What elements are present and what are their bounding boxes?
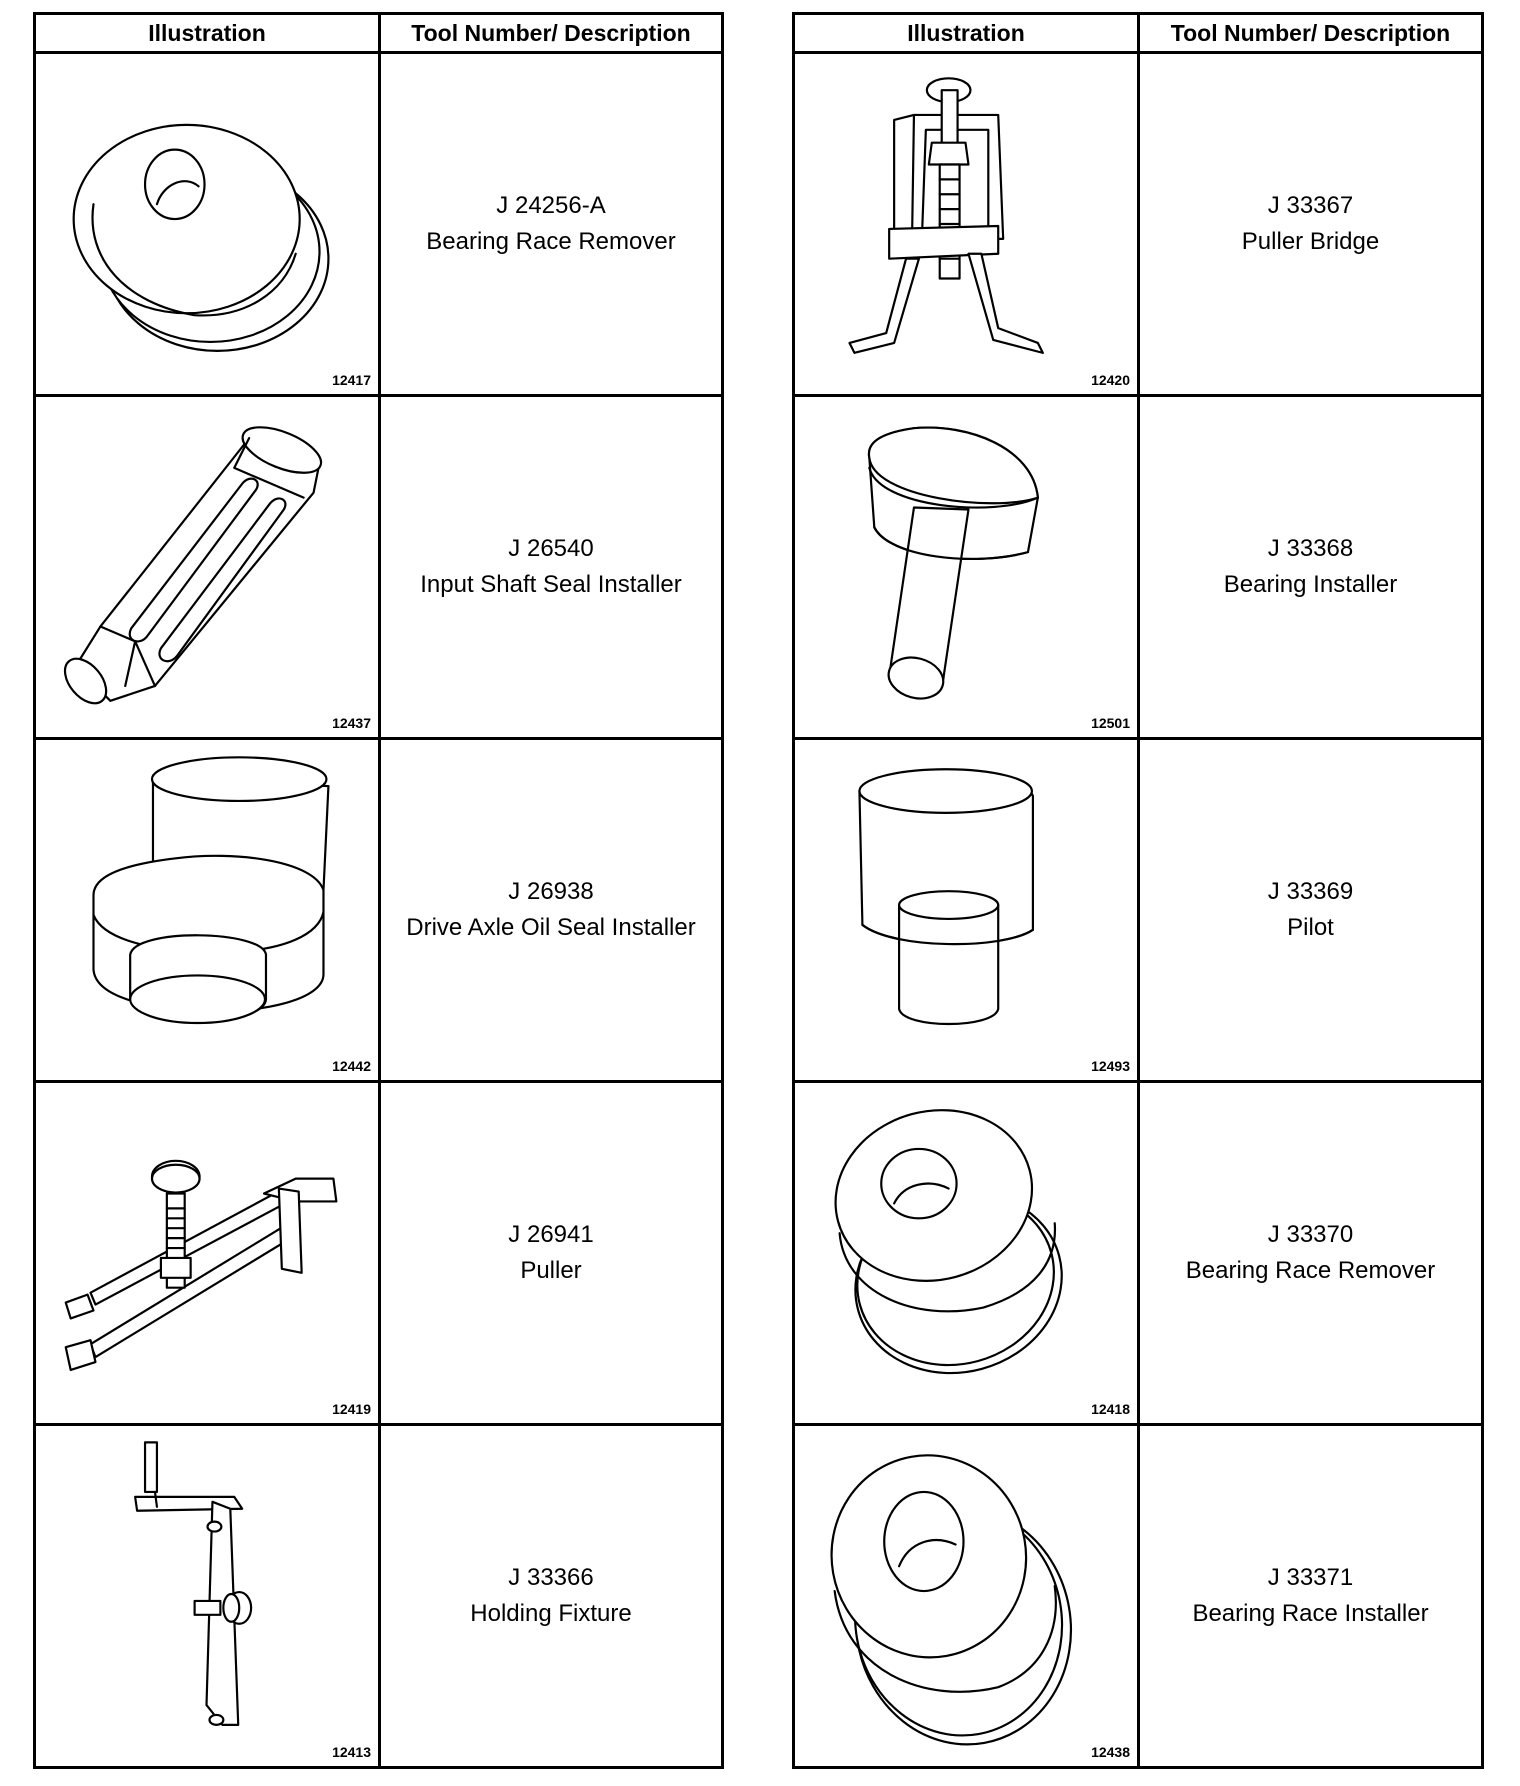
wide-disc-race-remover-icon — [36, 54, 378, 394]
table-row — [794, 1425, 1483, 1768]
figure-number: 12493 — [1091, 1058, 1130, 1074]
illustration-cell — [35, 53, 380, 396]
race-installer-disc-icon — [795, 1426, 1137, 1766]
tool-number: J 33368 — [1267, 535, 1354, 562]
illustration-cell — [35, 739, 380, 1082]
table-row — [35, 739, 723, 1082]
tool-name: Drive Axle Oil Seal Installer — [406, 914, 696, 941]
table-row — [35, 53, 723, 396]
figure-number: 12413 — [332, 1744, 371, 1760]
table-row — [35, 1425, 723, 1768]
illustration-column-header: Illustration — [794, 14, 1139, 53]
tool-column-header: Tool Number/ Description — [1139, 14, 1483, 53]
tool-description-cell — [1139, 1425, 1483, 1768]
tool-name: Bearing Race Remover — [426, 228, 676, 255]
illustration-cell — [794, 739, 1139, 1082]
tool-description-cell — [1139, 739, 1483, 1082]
tool-number: J 33369 — [1267, 878, 1354, 905]
bar-puller-icon — [36, 1083, 378, 1423]
tool-description-cell — [1139, 53, 1483, 396]
tool-name: Holding Fixture — [470, 1600, 632, 1627]
tool-name: Input Shaft Seal Installer — [420, 571, 682, 598]
tool-name: Puller Bridge — [1241, 228, 1380, 255]
tool-number: J 26938 — [508, 878, 594, 905]
figure-number: 12417 — [332, 372, 371, 388]
tool-description-cell — [380, 739, 723, 1082]
tool-number: J 33371 — [1267, 1564, 1354, 1591]
figure-number: 12418 — [1091, 1401, 1130, 1417]
illustration-cell — [35, 1425, 380, 1768]
table-row — [794, 396, 1483, 739]
table-row — [35, 1082, 723, 1425]
figure-number: 12501 — [1091, 715, 1130, 731]
figure-number: 12419 — [332, 1401, 371, 1417]
figure-number: 12438 — [1091, 1744, 1130, 1760]
illustration-cell — [794, 1082, 1139, 1425]
puller-bridge-icon — [795, 54, 1137, 394]
holding-fixture-icon — [36, 1426, 378, 1766]
table-row — [35, 396, 723, 739]
slotted-tube-installer-icon — [36, 397, 378, 737]
table-header-row — [35, 14, 723, 53]
pilot-icon — [795, 740, 1137, 1080]
stepped-cylinder-installer-icon — [36, 740, 378, 1080]
illustration-cell — [35, 1082, 380, 1425]
tool-description-cell — [380, 1425, 723, 1768]
tool-description-cell — [380, 53, 723, 396]
figure-number: 12420 — [1091, 372, 1130, 388]
tool-name: Bearing Race Installer — [1192, 1600, 1429, 1627]
tool-number: J 24256-A — [496, 192, 606, 219]
figure-number: 12442 — [332, 1058, 371, 1074]
figure-number: 12437 — [332, 715, 371, 731]
table-row — [794, 1082, 1483, 1425]
race-remover-disc-icon — [795, 1083, 1137, 1423]
tool-description-cell — [380, 396, 723, 739]
tool-description-cell — [1139, 396, 1483, 739]
tool-description-cell — [1139, 1082, 1483, 1425]
tool-name: Bearing Installer — [1223, 571, 1398, 598]
special-tools-table-left — [33, 12, 724, 1769]
bearing-installer-icon — [795, 397, 1137, 737]
illustration-cell — [794, 396, 1139, 739]
tool-number: J 26941 — [508, 1221, 594, 1248]
tool-number: J 26540 — [508, 535, 594, 562]
illustration-cell — [35, 396, 380, 739]
illustration-column-header: Illustration — [35, 14, 380, 53]
tool-name: Bearing Race Remover — [1185, 1257, 1436, 1284]
tool-column-header: Tool Number/ Description — [380, 14, 723, 53]
illustration-cell — [794, 53, 1139, 396]
table-row — [794, 739, 1483, 1082]
tool-name: Puller — [520, 1257, 582, 1284]
table-row — [794, 53, 1483, 396]
tool-number: J 33370 — [1267, 1221, 1354, 1248]
tool-number: J 33367 — [1267, 192, 1354, 219]
tool-number: J 33366 — [508, 1564, 594, 1591]
special-tools-table-right — [792, 12, 1484, 1769]
tool-name: Pilot — [1287, 914, 1334, 941]
tool-description-cell — [380, 1082, 723, 1425]
illustration-cell — [794, 1425, 1139, 1768]
table-header-row — [794, 14, 1483, 53]
